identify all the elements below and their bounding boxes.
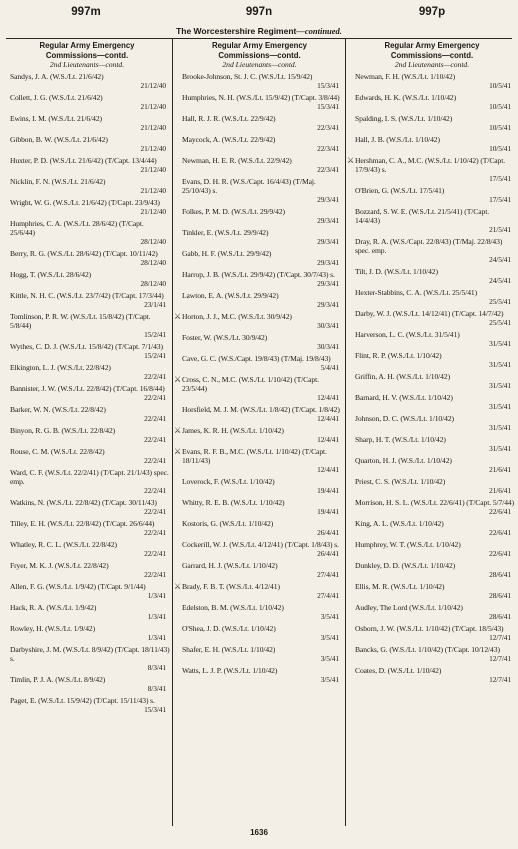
officer-name: Bozzard, S. W. E. (W.S./Lt. 21/5/41) (T/Capt. 14/4/43)	[355, 206, 491, 225]
officer-name: Flint, R. P. (W.S./Lt. 1/10/42)	[355, 350, 442, 360]
list-item	[349, 351, 515, 369]
officer-name: Harrop, J. B. (W.S./Lt. 29/9/42) (T/Capt. 30/7/43) s.	[182, 269, 335, 279]
officer-name: Allen, F. G. (W.S./Lt. 1/9/42) (T/Capt. 9/1/44)	[10, 581, 146, 591]
commission-date: 21/5/41	[489, 224, 511, 234]
commission-date: 8/3/41	[147, 683, 166, 693]
officer-name: Tilt, J. D. (W.S./Lt. 1/10/42)	[355, 266, 438, 276]
column-right	[349, 41, 515, 821]
commission-date: 28/12/40	[140, 278, 166, 288]
officer-name: Gabb, H. F. (W.S./Lt. 29/9/42)	[182, 248, 272, 258]
officer-name: Bannister, J. W. (W.S./Lt. 22/8/42) (T/Capt. 16/8/44)	[10, 383, 165, 393]
officer-name: Griffin, A. H. (W.S./Lt. 1/10/42)	[355, 371, 450, 381]
commission-date: 24/5/41	[489, 275, 511, 285]
commission-date: 31/5/41	[489, 422, 511, 432]
commission-date: 22/6/41	[489, 527, 511, 537]
list-item	[4, 645, 170, 672]
officer-name: Tilley, E. H. (W.S./Lt. 22/8/42) (T/Capt. 26/6/44)	[10, 518, 155, 528]
officer-name: Wythes, C. D. J. (W.S./Lt. 15/8/42) (T/Capt. 7/1/43)	[10, 341, 163, 351]
list-item	[349, 624, 515, 642]
commission-date: 22/6/41	[489, 548, 511, 558]
commission-date: 22/2/41	[144, 548, 166, 558]
column-left	[4, 41, 170, 821]
commission-date: 15/3/41	[317, 80, 339, 90]
list-item	[176, 426, 343, 444]
commission-date: 21/12/40	[140, 164, 166, 174]
officer-name: Harverson, L. C. (W.S./Lt. 31/5/41)	[355, 329, 460, 339]
list-item	[4, 114, 170, 132]
commission-date: 28/6/41	[489, 611, 511, 621]
commission-date: 21/12/40	[140, 101, 166, 111]
column-heading: Regular Army Emergency	[384, 41, 480, 50]
list-item	[176, 249, 343, 267]
list-item	[4, 696, 170, 714]
commission-date: 21/6/41	[489, 464, 511, 474]
list-item	[349, 72, 515, 90]
commission-date: 21/12/40	[140, 143, 166, 153]
list-item	[4, 198, 170, 216]
officer-name: Huxter, P. D. (W.S./Lt. 21/6/42) (T/Capt. 13/4/44)	[10, 155, 157, 165]
officer-name: Humphries, N. H. (W.S./Lt. 15/9/42) (T/Capt. 3/8/44)	[182, 92, 340, 102]
list-item	[4, 519, 170, 537]
commission-date: 17/5/41	[489, 173, 511, 183]
officer-name: Evans, R. F. B., M.C. (W.S./Lt. 1/10/42) (T/Capt. 18/11/43)	[182, 446, 329, 465]
list-item	[176, 114, 343, 132]
commission-date: 3/5/41	[320, 674, 339, 684]
regiment-name: The Worcestershire Regiment	[176, 26, 297, 36]
list-item	[176, 561, 343, 579]
officer-name: Foster, W. (W.S./Lt. 30/9/42)	[182, 332, 268, 342]
officer-name: James, K. R. H. (W.S./Lt. 1/10/42)	[182, 425, 284, 435]
list-item	[349, 156, 515, 183]
commission-date: 17/5/41	[489, 194, 511, 204]
commission-date: 22/2/41	[144, 455, 166, 465]
officer-name: Audley, The Lord (W.S./Lt. 1/10/42)	[355, 602, 463, 612]
officer-name: Morrison, H. S. L. (W.S./Lt. 22/6/41) (T/Capt. 5/7/44)	[355, 497, 515, 507]
list-item	[4, 426, 170, 444]
officer-name: Edelston, B. M. (W.S./Lt. 1/10/42)	[182, 602, 284, 612]
commission-date: 21/12/40	[140, 185, 166, 195]
list-item	[176, 603, 343, 621]
commission-date: 1/3/41	[147, 632, 166, 642]
column-heading-sub: Commissions—contd.	[390, 50, 474, 60]
list-item	[4, 177, 170, 195]
list-item	[4, 468, 170, 495]
officer-name: Whitty, R. E. B. (W.S./Lt. 1/10/42)	[182, 497, 285, 507]
list-item	[176, 177, 343, 204]
list-item	[349, 372, 515, 390]
list-item	[176, 354, 343, 372]
officer-name: Hack, R. A. (W.S./Lt. 1/9/42)	[10, 602, 97, 612]
list-item	[349, 435, 515, 453]
commission-date: 28/12/40	[140, 257, 166, 267]
commission-date: 22/2/41	[144, 485, 166, 495]
list-item	[349, 519, 515, 537]
officer-name: Humphries, C. A. (W.S./Lt. 28/6/42) (T/Capt. 25/6/44)	[10, 218, 146, 237]
officer-name: Loverock, F. (W.S./Lt. 1/10/42)	[182, 476, 275, 486]
column-middle	[176, 41, 343, 821]
commission-date: 21/12/40	[140, 122, 166, 132]
crossed-swords-icon: ⚔	[174, 446, 182, 456]
column-heading-sub: Commissions—contd.	[218, 50, 301, 60]
commission-date: 10/5/41	[489, 122, 511, 132]
commission-date: 29/3/41	[317, 257, 339, 267]
list-item	[349, 414, 515, 432]
commission-date: 12/4/41	[317, 434, 339, 444]
commission-date: 22/2/41	[144, 392, 166, 402]
commission-date: 28/6/41	[489, 569, 511, 579]
list-item	[4, 342, 170, 360]
officer-name: Osborn, J. W. (W.S./Lt. 1/10/42) (T/Capt. 18/5/43)	[355, 623, 504, 633]
column-heading-sub: Commissions—contd.	[45, 50, 129, 60]
page-number: 1636	[250, 828, 268, 837]
officer-name: Newman, F. H. (W.S./Lt. 1/10/42)	[355, 71, 456, 81]
commission-date: 3/5/41	[320, 611, 339, 621]
officer-name: Hall, R. J. R. (W.S./Lt. 22/9/42)	[182, 113, 276, 123]
commission-date: 19/4/41	[317, 485, 339, 495]
list-item	[176, 135, 343, 153]
commission-date: 22/3/41	[317, 122, 339, 132]
officer-name: Ewins, I. M. (W.S./Lt. 21/6/42)	[10, 113, 102, 123]
commission-date: 8/3/41	[147, 662, 166, 672]
list-item	[176, 228, 343, 246]
list-item	[176, 207, 343, 225]
list-item	[349, 540, 515, 558]
commission-date: 12/4/41	[317, 464, 339, 474]
list-item	[349, 93, 515, 111]
officer-name: Barker, W. N. (W.S./Lt. 22/8/42)	[10, 404, 106, 414]
officer-name: Horton, J. J., M.C. (W.S./Lt. 30/9/42)	[182, 311, 292, 321]
commission-date: 22/2/41	[144, 569, 166, 579]
commission-date: 15/2/41	[144, 350, 166, 360]
commission-date: 27/4/41	[317, 590, 339, 600]
officer-name: Wright, W. G. (W.S./Lt. 21/6/42) (T/Capt. 23/9/43)	[10, 197, 160, 207]
commission-date: 10/5/41	[489, 80, 511, 90]
commission-date: 10/5/41	[489, 101, 511, 111]
list-item	[176, 333, 343, 351]
list-item	[4, 603, 170, 621]
list-item	[176, 498, 343, 516]
list-item	[176, 447, 343, 474]
list-item	[4, 270, 170, 288]
list-item	[4, 219, 170, 246]
officer-name: Rouse, C. M. (W.S./Lt. 22/8/42)	[10, 446, 105, 456]
officer-name: Kittle, N. H. C. (W.S./Lt. 23/7/42) (T/Capt. 17/3/44)	[10, 290, 164, 300]
officer-name: Newman, H. E. R. (W.S./Lt. 22/9/42)	[182, 155, 292, 165]
commission-date: 12/7/41	[489, 674, 511, 684]
list-item	[4, 540, 170, 558]
officer-name: Dunkley, D. D. (W.S./Lt. 1/10/42)	[355, 560, 456, 570]
list-item	[349, 288, 515, 306]
list-item	[176, 624, 343, 642]
officer-name: O'Brien, G. (W.S./Lt. 17/5/41)	[355, 185, 445, 195]
officer-name: Johnson, D. C. (W.S./Lt. 1/10/42)	[355, 413, 454, 423]
commission-date: 28/12/40	[140, 236, 166, 246]
officer-name: Hogg, T. (W.S./Lt. 28/6/42)	[10, 269, 92, 279]
commission-date: 22/6/41	[489, 506, 511, 516]
commission-date: 29/3/41	[317, 299, 339, 309]
officer-name: Brooke-Johnson, St. J. C. (W.S./Lt. 15/9/42)	[182, 71, 313, 81]
officer-name: Hall, J. B. (W.S./Lt. 1/10/42)	[355, 134, 440, 144]
list-item	[349, 114, 515, 132]
officer-name: Whatley, R. C. L. (W.S./Lt. 22/8/42)	[10, 539, 117, 549]
officer-name: Timlin, P. J. A. (W.S./Lt. 8/9/42)	[10, 674, 106, 684]
commission-date: 22/2/41	[144, 371, 166, 381]
officer-name: Rowley, H. (W.S./Lt. 1/9/42)	[10, 623, 96, 633]
commission-date: 3/5/41	[320, 653, 339, 663]
list-item	[349, 477, 515, 495]
officer-name: Evans, D. H. R. (W.S./Capt. 16/4/43) (T/Maj. 25/10/43) s.	[182, 176, 318, 195]
commission-date: 31/5/41	[489, 338, 511, 348]
commission-date: 22/2/41	[144, 434, 166, 444]
list-item	[4, 582, 170, 600]
commission-date: 5/4/41	[320, 362, 339, 372]
list-item	[349, 207, 515, 234]
commission-date: 31/5/41	[489, 443, 511, 453]
commission-date: 21/6/41	[489, 485, 511, 495]
commission-date: 23/1/41	[144, 299, 166, 309]
commission-date: 12/7/41	[489, 632, 511, 642]
top-rule	[6, 38, 512, 39]
officer-name: Tomlinson, P. R. W. (W.S./Lt. 15/8/42) (T/Capt. 5/8/44)	[10, 311, 153, 330]
page-header	[0, 6, 518, 24]
officer-name: Quarton, H. J. (W.S./Lt. 1/10/42)	[355, 455, 452, 465]
list-item	[349, 330, 515, 348]
crossed-swords-icon: ⚔	[174, 581, 182, 591]
officer-name: Elkington, L. J. (W.S./Lt. 22/8/42)	[10, 362, 111, 372]
officer-name: Edwards, H. K. (W.S./Lt. 1/10/42)	[355, 92, 457, 102]
list-item	[176, 291, 343, 309]
officer-name: Watts, L. J. P. (W.S./Lt. 1/10/42)	[182, 665, 278, 675]
commission-date: 15/3/41	[317, 101, 339, 111]
commission-date: 3/5/41	[320, 632, 339, 642]
officer-name: Hershman, C. A., M.C. (W.S./Lt. 1/10/42) (T/Capt. 17/9/43) s.	[355, 155, 507, 174]
list-item	[4, 624, 170, 642]
commission-date: 22/3/41	[317, 143, 339, 153]
list-item	[349, 309, 515, 327]
commission-date: 29/3/41	[317, 215, 339, 225]
list-item	[176, 666, 343, 684]
officer-name: O'Shea, J. D. (W.S./Lt. 1/10/42)	[182, 623, 276, 633]
list-item	[4, 498, 170, 516]
list-item	[4, 156, 170, 174]
officer-name: Nicklin, F. N. (W.S./Lt. 21/6/42)	[10, 176, 106, 186]
list-item	[4, 405, 170, 423]
officer-name: Fryer, M. K. J. (W.S./Lt. 22/8/42)	[10, 560, 109, 570]
officer-name: Sandys, J. A. (W.S./Lt. 21/6/42)	[10, 71, 104, 81]
officer-name: Dray, R. A. (W.S./Capt. 22/8/43) (T/Maj. 22/8/43) spec. emp.	[355, 236, 505, 255]
list-item	[176, 645, 343, 663]
column-divider	[172, 39, 173, 826]
officer-name: Collett, J. G. (W.S./Lt. 21/6/42)	[10, 92, 103, 102]
column-subheading: 2nd Lieutenants—contd.	[49, 60, 125, 70]
commission-date: 22/2/41	[144, 527, 166, 537]
officer-name: Cockerill, W. J. (W.S./Lt. 4/12/41) (T/Capt. 1/8/43) s.	[182, 539, 339, 549]
list-item	[349, 237, 515, 264]
list-item	[4, 72, 170, 90]
list-item	[176, 582, 343, 600]
commission-date: 15/3/41	[144, 704, 166, 714]
list-item	[4, 93, 170, 111]
list-item	[349, 393, 515, 411]
officer-name: Sharp, H. T. (W.S./Lt. 1/10/42)	[355, 434, 446, 444]
crossed-swords-icon: ⚔	[347, 155, 355, 165]
column-heading: Regular Army Emergency	[39, 41, 135, 50]
officer-name: Coates, D. (W.S./Lt. 1/10/42)	[355, 665, 442, 675]
list-item	[176, 519, 343, 537]
commission-date: 1/3/41	[147, 611, 166, 621]
list-item	[349, 267, 515, 285]
officer-name: Hexter-Stabbins, C. A. (W.S./Lt. 25/5/41)	[355, 287, 478, 297]
officer-name: Priest, C. S. (W.S./Lt. 1/10/42)	[355, 476, 446, 486]
officer-name: Paget, E. (W.S./Lt. 15/9/42) (T/Capt. 15/11/43) s.	[10, 695, 155, 705]
list-item	[4, 561, 170, 579]
list-item	[4, 447, 170, 465]
commission-date: 26/4/41	[317, 527, 339, 537]
officer-name: Darby, W. J. (W.S./Lt. 14/12/41) (T/Capt. 14/7/42)	[355, 308, 504, 318]
officer-name: Watkins, N. (W.S./Lt. 22/8/42) (T/Capt. 30/11/43)	[10, 497, 157, 507]
list-item	[4, 135, 170, 153]
list-item	[176, 93, 343, 111]
commission-date: 22/2/41	[144, 506, 166, 516]
list-item	[349, 456, 515, 474]
commission-date: 21/12/40	[140, 80, 166, 90]
officer-name: Humphrey, W. T. (W.S./Lt. 1/10/42)	[355, 539, 461, 549]
commission-date: 31/5/41	[489, 401, 511, 411]
commission-date: 25/5/41	[489, 317, 511, 327]
crossed-swords-icon: ⚔	[174, 311, 182, 321]
officer-name: Horsfield, M. J. M. (W.S./Lt. 1/8/42) (T/Capt. 1/8/42)	[182, 404, 340, 414]
list-item	[349, 582, 515, 600]
list-item	[176, 156, 343, 174]
officer-name: Brady, F. B. T. (W.S./Lt. 4/12/41)	[182, 581, 280, 591]
commission-date: 1/3/41	[147, 590, 166, 600]
list-item	[176, 72, 343, 90]
officer-name: Garrard, H. J. (W.S./Lt. 1/10/42)	[182, 560, 278, 570]
list-item	[349, 666, 515, 684]
officer-name: Ward, C. F. (W.S./Lt. 22/2/41) (T/Capt. 21/1/43) spec. emp.	[10, 467, 171, 486]
officer-name: Tinkler, E. (W.S./Lt. 29/9/42)	[182, 227, 269, 237]
list-item	[4, 291, 170, 309]
commission-date: 27/4/41	[317, 569, 339, 579]
officer-name: Lawton, E. A. (W.S./Lt. 29/9/42)	[182, 290, 279, 300]
commission-date: 31/5/41	[489, 380, 511, 390]
list-item	[4, 312, 170, 339]
list-item	[176, 312, 343, 330]
crossed-swords-icon: ⚔	[174, 374, 182, 384]
column-heading: Regular Army Emergency	[211, 41, 308, 50]
crossed-swords-icon: ⚔	[174, 425, 182, 435]
list-item	[349, 645, 515, 663]
list-item	[176, 375, 343, 402]
commission-date: 22/2/41	[144, 413, 166, 423]
column-divider	[345, 39, 346, 826]
officer-name: Maycock, A. (W.S./Lt. 22/9/42)	[182, 134, 276, 144]
officer-name: Barnard, H. V. (W.S./Lt. 1/10/42)	[355, 392, 453, 402]
officer-name: Kostoris, G. (W.S./Lt. 1/10/42)	[182, 518, 274, 528]
commission-date: 19/4/41	[317, 506, 339, 516]
list-item	[176, 270, 343, 288]
commission-date: 30/3/41	[317, 320, 339, 330]
officer-name: Binyon, R. G. B. (W.S./Lt. 22/8/42)	[10, 425, 116, 435]
list-item	[4, 675, 170, 693]
commission-date: 30/3/41	[317, 341, 339, 351]
officer-name: Shafer, E. H. (W.S./Lt. 1/10/42)	[182, 644, 276, 654]
commission-date: 12/7/41	[489, 653, 511, 663]
list-item	[349, 135, 515, 153]
commission-date: 21/12/40	[140, 206, 166, 216]
continued-label: —continued.	[296, 26, 342, 36]
officer-name: Cave, G. C. (W.S./Capt. 19/8/43) (T/Maj. 19/8/43)	[182, 353, 331, 363]
commission-date: 26/4/41	[317, 548, 339, 558]
list-item	[349, 498, 515, 516]
officer-name: Bancks, G. (W.S./Lt. 1/10/42) (T/Capt. 10/12/43)	[355, 644, 500, 654]
officer-name: Gibbon, B. W. (W.S./Lt. 21/6/42)	[10, 134, 108, 144]
officer-name: Spalding, I. S. (W.S./Lt. 1/10/42)	[355, 113, 453, 123]
officer-name: Darbyshire, J. M. (W.S./Lt. 8/9/42) (T/Capt. 18/11/43) s.	[10, 644, 172, 663]
list-item	[4, 384, 170, 402]
list-item	[176, 405, 343, 423]
list-item	[176, 540, 343, 558]
column-subheading: 2nd Lieutenants—contd.	[222, 60, 297, 70]
list-item	[4, 363, 170, 381]
officer-name: Berry, R. G. (W.S./Lt. 28/6/42) (T/Capt. 10/11/42)	[10, 248, 158, 258]
column-subheading: 2nd Lieutenants—contd.	[394, 60, 470, 70]
commission-date: 29/3/41	[317, 236, 339, 246]
officer-name: King, A. L. (W.S./Lt. 1/10/42)	[355, 518, 444, 528]
commission-date: 15/2/41	[144, 329, 166, 339]
officer-name: Ellis, M. R. (W.S./Lt. 1/10/42)	[355, 581, 445, 591]
commission-date: 22/3/41	[317, 164, 339, 174]
commission-date: 29/3/41	[317, 278, 339, 288]
officer-name: Folkes, P. M. D. (W.S./Lt. 29/9/42)	[182, 206, 285, 216]
commission-date: 31/5/41	[489, 359, 511, 369]
right-page-number: 997p	[418, 6, 446, 18]
list-item	[349, 186, 515, 204]
officer-name: Cross, C. N., M.C. (W.S./Lt. 1/10/42) (T/Capt. 23/5/44)	[182, 374, 321, 393]
middle-page-number: 997n	[245, 6, 273, 18]
commission-date: 10/5/41	[489, 143, 511, 153]
list-item	[349, 603, 515, 621]
commission-date: 12/4/41	[317, 413, 339, 423]
regiment-title	[0, 26, 518, 36]
left-page-number: 997m	[71, 6, 101, 18]
commission-date: 12/4/41	[317, 392, 339, 402]
commission-date: 29/3/41	[317, 194, 339, 204]
list-item	[176, 477, 343, 495]
commission-date: 24/5/41	[489, 254, 511, 264]
list-item	[4, 249, 170, 267]
commission-date: 28/6/41	[489, 590, 511, 600]
commission-date: 25/5/41	[489, 296, 511, 306]
list-item	[349, 561, 515, 579]
